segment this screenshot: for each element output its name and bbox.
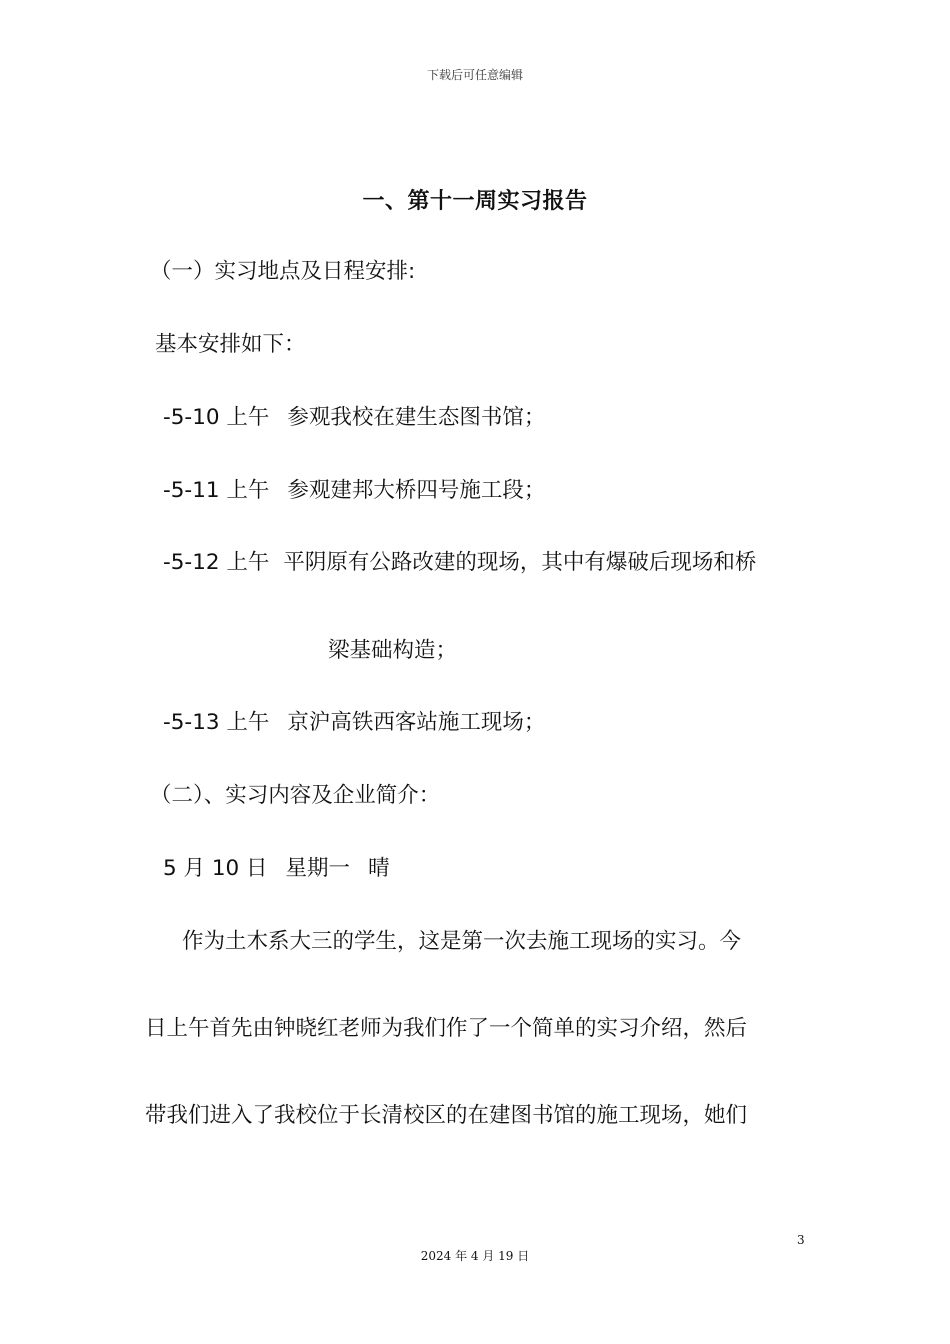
day-weather: 晴 [368, 856, 390, 881]
schedule-date: -5-11 上午 [163, 478, 270, 503]
arrangement-intro: 基本安排如下： [155, 332, 306, 357]
schedule-item [163, 477, 545, 505]
schedule-date: -5-10 上午 [163, 405, 270, 430]
day-weekday: 星期一 [285, 856, 351, 881]
paragraph-line: 带我们进入了我校位于长清校区的在建图书馆的施工现场，她们 [145, 1103, 748, 1128]
schedule-date: -5-13 上午 [163, 710, 270, 735]
section-heading-schedule: （一）实习地点及日程安排: [150, 259, 416, 284]
paragraph-line: 作为土木系大三的学生，这是第一次去施工现场的实习。今 [182, 929, 742, 954]
paragraph-line: 日上午首先由钟晓红老师为我们作了一个简单的实习介绍，然后 [145, 1016, 748, 1041]
schedule-item [163, 709, 545, 737]
schedule-date: -5-12 上午 [163, 550, 270, 575]
schedule-desc: 参观我校在建生态图书馆； [287, 405, 546, 430]
page-header-note: 下载后可任意编辑 [426, 68, 523, 82]
schedule-item [163, 404, 545, 432]
schedule-desc: 京沪高铁西客站施工现场； [287, 710, 546, 735]
section-heading-content: （二）、实习内容及企业简介： [150, 783, 441, 808]
schedule-item-continuation: 梁基础构造； [328, 638, 458, 663]
day-date: 5 月 10 日 [163, 856, 268, 881]
day-line [163, 855, 390, 883]
schedule-desc: 参观建邦大桥四号施工段； [287, 478, 546, 503]
report-title: 一、第十一周实习报告 [362, 189, 588, 214]
page-number: 3 [797, 1233, 805, 1247]
footer-date: 2024 年 4 月 19 日 [420, 1249, 530, 1263]
schedule-desc: 平阴原有公路改建的现场，其中有爆破后现场和桥 [283, 550, 757, 575]
schedule-item [163, 549, 756, 577]
